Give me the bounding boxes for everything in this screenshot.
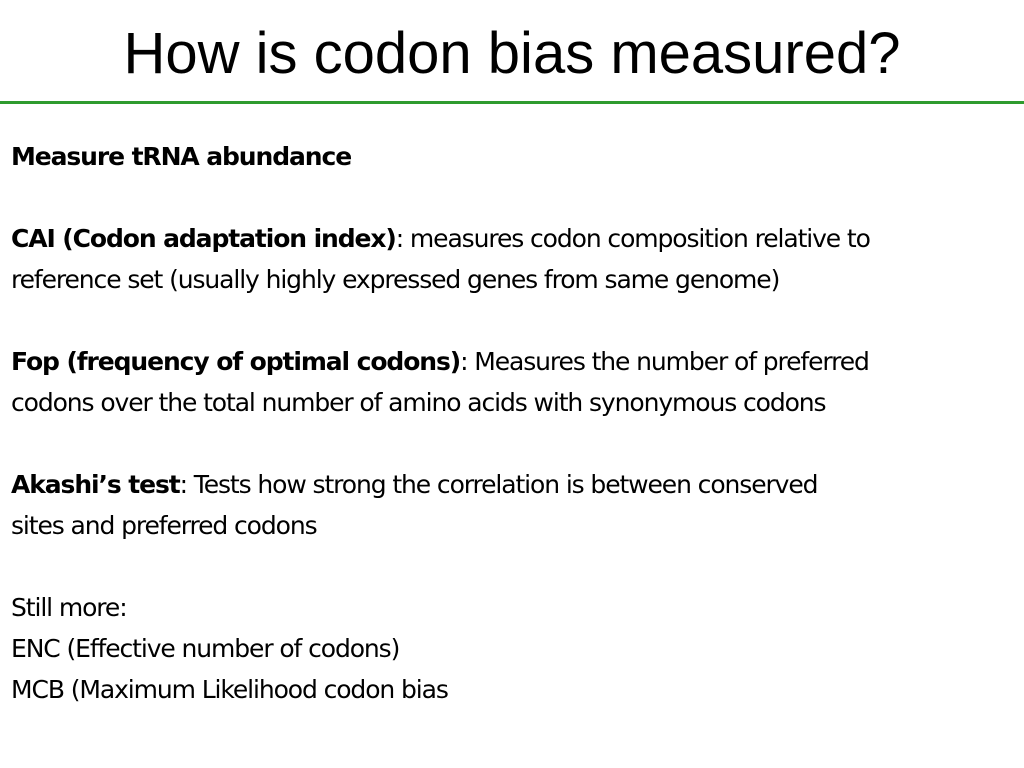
akashi-line-1 [11,464,1011,505]
slide-body [11,136,1011,710]
fop-description-1: Measures the number of preferred [467,347,869,376]
fop-term: Fop (frequency of optimal codons) [11,347,461,376]
cai-separator: : [395,224,404,253]
spacer [11,177,1011,218]
cai-line-1 [11,218,1011,259]
mcb-line: MCB (Maximum Likelihood codon bias [11,675,448,704]
enc-line: ENC (Effective number of codons) [11,634,400,663]
spacer [11,423,1011,464]
cai-description-2: reference set (usually highly expressed genes from same genome) [11,265,780,294]
cai-line-2 [11,259,1011,300]
fop-separator: : [460,347,468,376]
trna-heading-text: Measure tRNA abundance [11,142,352,171]
akashi-term: Akashi’s test [11,470,180,499]
trna-heading [11,136,1011,177]
more-heading: Still more: [11,593,127,622]
fop-line-1 [11,341,1011,382]
cai-description-1: measures codon composition relative to [403,224,870,253]
spacer [11,546,1011,587]
akashi-description-1: Tests how strong the correlation is between conserved [186,470,818,499]
slide-title: How is codon bias measured? [123,21,901,86]
title-divider [0,101,1024,104]
spacer [11,300,1011,341]
fop-description-2: codons over the total number of amino acids with synonymous codons [11,388,826,417]
akashi-separator: : [179,470,187,499]
akashi-line-2 [11,505,1011,546]
akashi-description-2: sites and preferred codons [11,511,317,540]
cai-term: CAI (Codon adaptation index) [11,224,396,253]
fop-line-2 [11,382,1011,423]
